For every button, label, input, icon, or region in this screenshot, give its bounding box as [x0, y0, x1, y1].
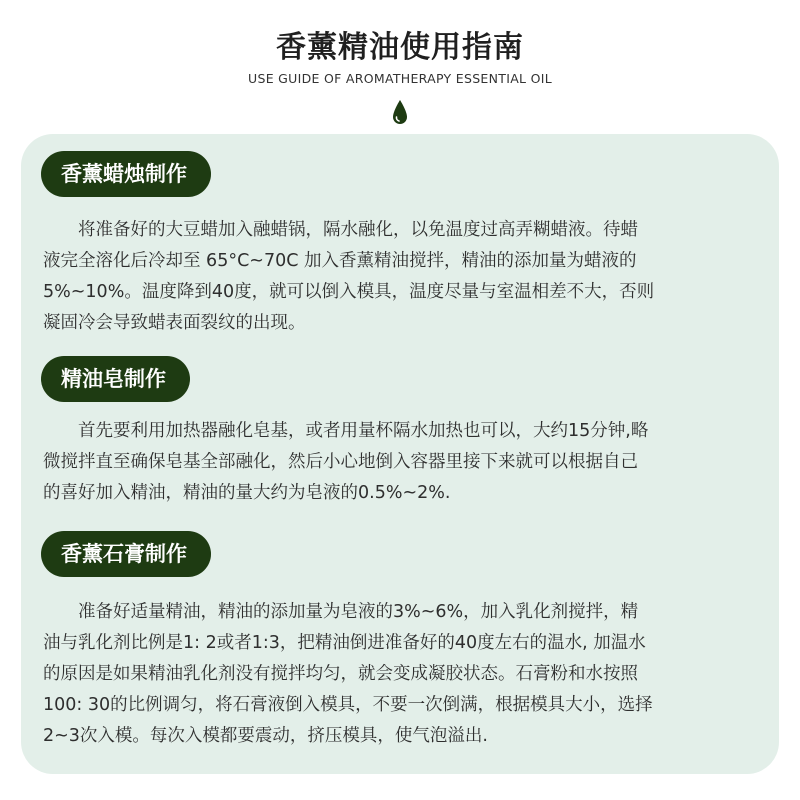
section-label-candle: 香薰蜡烛制作 — [41, 151, 211, 197]
text-line: 100: 30的比例调匀，将石膏液倒入模具，不要一次倒满，根据模具大小，选择 — [43, 695, 653, 715]
text-line: 液完全溶化后冷却至 65°C~70C 加入香薰精油搅拌，精油的添加量为蜡液的 — [43, 251, 637, 271]
page-subtitle: USE GUIDE OF AROMATHERAPY ESSENTIAL OIL — [248, 71, 552, 86]
text-line: 准备好适量精油，精油的添加量为皂液的3%~6%，加入乳化剂搅拌，精 — [43, 602, 639, 622]
section-text-soap — [43, 416, 765, 509]
page-title: 香薰精油使用指南 — [276, 30, 524, 65]
text-line: 将准备好的大豆蜡加入融蜡锅，隔水融化，以免温度过高弄糊蜡液。待蜡 — [43, 220, 638, 240]
section-label-soap: 精油皂制作 — [41, 356, 190, 402]
text-line: 5%~10%。温度降到40度，就可以倒入模具，温度尽量与室温相差不大，否则 — [43, 282, 655, 302]
text-line: 微搅拌直至确保皂基全部融化，然后小心地倒入容器里接下来就可以根据自己 — [43, 452, 638, 472]
text-line: 的喜好加入精油，精油的量大约为皂液的0.5%~2%. — [43, 483, 451, 503]
text-line: 油与乳化剂比例是1: 2或者1:3，把精油倒进准备好的40度左右的温水, 加温水 — [43, 633, 646, 653]
text-line: 首先要利用加热器融化皂基，或者用量杯隔水加热也可以，大约15分钟,略 — [43, 421, 649, 441]
oil-drop-icon — [391, 99, 409, 127]
text-line: 2~3次入模。每次入模都要震动，挤压模具，使气泡溢出. — [43, 726, 488, 746]
text-line: 凝固冷会导致蜡表面裂纹的出现。 — [43, 313, 306, 333]
text-line: 的原因是如果精油乳化剂没有搅拌均匀，就会变成凝胶状态。石膏粉和水按照 — [43, 664, 638, 684]
section-label-plaster: 香薰石膏制作 — [41, 531, 211, 577]
section-text-plaster — [43, 597, 765, 752]
section-text-candle — [43, 215, 765, 339]
